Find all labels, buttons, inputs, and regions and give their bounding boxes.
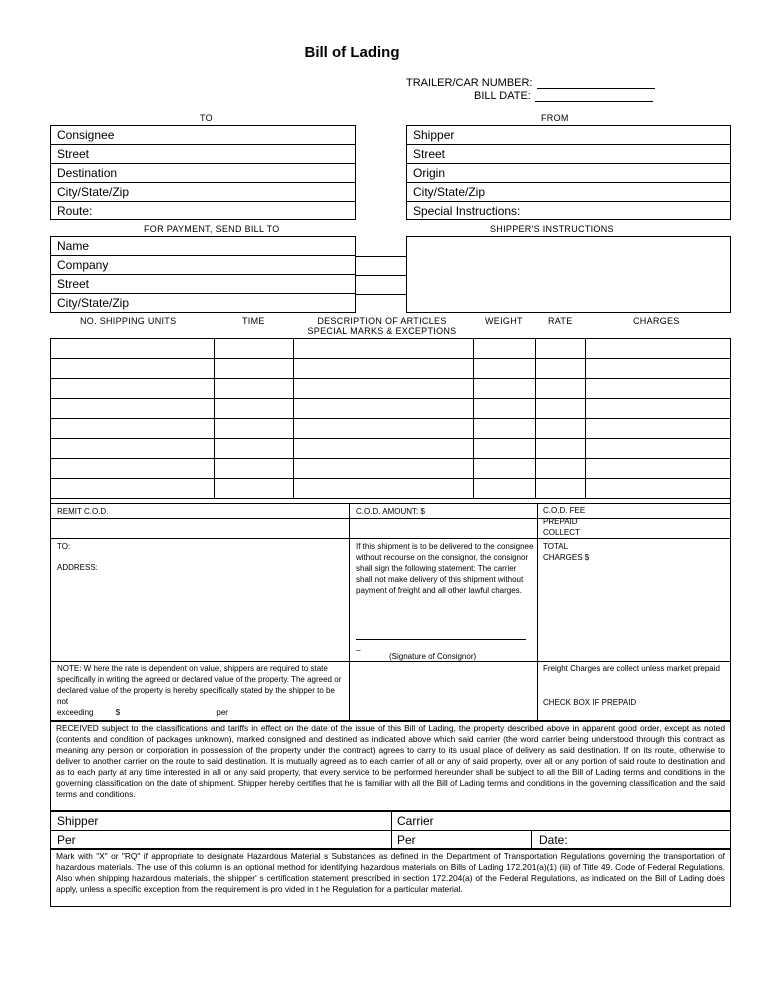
table-cell[interactable] (536, 479, 586, 499)
table-cell[interactable] (474, 339, 536, 359)
cod-address-label: ADDRESS: (57, 563, 98, 572)
cod-amount-label: C.O.D. AMOUNT: $ (356, 507, 425, 516)
special-instructions-field[interactable]: Special Instructions: (413, 204, 521, 218)
table-cell[interactable] (536, 359, 586, 379)
table-cell[interactable] (293, 339, 474, 359)
table-cell[interactable] (474, 479, 536, 499)
connector-line (356, 275, 406, 276)
bill-date-field[interactable] (535, 91, 653, 102)
total-charges-block (543, 541, 589, 563)
destination-field[interactable]: Destination (51, 164, 355, 183)
total-charges-amount: CHARGES $ (543, 553, 590, 562)
table-row (51, 339, 731, 359)
table-cell[interactable] (51, 419, 215, 439)
table-cell[interactable] (586, 399, 731, 419)
table-row (51, 399, 731, 419)
cod-fee-block (543, 505, 585, 538)
table-row (51, 419, 731, 439)
table-row (51, 479, 731, 499)
table-cell[interactable] (293, 379, 474, 399)
from-city-state-zip-field[interactable]: City/State/Zip (407, 183, 730, 202)
declared-value-note (57, 663, 347, 718)
table-cell[interactable] (474, 379, 536, 399)
table-cell[interactable] (586, 439, 731, 459)
table-cell[interactable] (536, 419, 586, 439)
table-cell[interactable] (586, 339, 731, 359)
bill-to-box (50, 236, 356, 313)
table-cell[interactable] (51, 479, 215, 499)
shipping-items-table (50, 338, 731, 519)
table-cell[interactable] (214, 359, 293, 379)
signature-dash: _ (356, 642, 361, 651)
table-cell[interactable] (293, 479, 474, 499)
exceeding-per: per (216, 708, 228, 717)
exceeding-dollar: $ (115, 708, 121, 717)
cod-section (50, 503, 731, 721)
table-cell[interactable] (586, 479, 731, 499)
table-cell[interactable] (51, 459, 215, 479)
table-cell[interactable] (586, 359, 731, 379)
freight-collect-note: Freight Charges are collect unless market prepaid (543, 664, 720, 673)
shipper-box (406, 125, 731, 220)
table-cell[interactable] (214, 379, 293, 399)
table-cell[interactable] (214, 479, 293, 499)
table-cell[interactable] (474, 439, 536, 459)
table-cell[interactable] (51, 399, 215, 419)
hazmat-notice: Mark with "X" or "RQ" if appropriate to designate Hazardous Material s Substances as defined in the Department of Transportation Regulations governing the transportation of hazardous materials. The use of this column is an optional method for identifying hazardous materials on Bills of Lading 172.201(a)(1) (iii) of Title 49. Code of Federal Regulations. Also when shipping hazardous materials, the shipper' s certification statement prescribed in section 172.204(a) of the Federal Regulations, as indicated on the Bill of Lading does apply, unless a specific exception from the requirement is pro vided in t he Regulation for a particular material. (50, 849, 731, 907)
table-cell[interactable] (51, 379, 215, 399)
bill-to-city-state-zip-field[interactable]: City/State/Zip (57, 296, 130, 310)
route-field[interactable]: Route: (57, 204, 93, 218)
table-cell[interactable] (536, 459, 586, 479)
table-cell[interactable] (586, 419, 731, 439)
table-cell[interactable] (474, 399, 536, 419)
shipper-field[interactable]: Shipper (407, 126, 730, 145)
cod-fee-collect: COLLECT (543, 528, 580, 537)
consignee-field[interactable]: Consignee (51, 126, 355, 145)
table-cell[interactable] (536, 399, 586, 419)
table-cell[interactable] (293, 459, 474, 479)
to-caption: TO (200, 113, 213, 123)
cod-to-label: TO: (57, 542, 71, 551)
table-cell[interactable] (474, 459, 536, 479)
table-cell[interactable] (214, 419, 293, 439)
col-header-description-line2: SPECIAL MARKS & EXCEPTIONS (307, 326, 457, 336)
col-header-description-line1: DESCRIPTION OF ARTICLES (317, 316, 447, 326)
consignor-signature-line[interactable] (356, 639, 526, 640)
table-cell[interactable] (293, 439, 474, 459)
connector-line (356, 294, 406, 295)
table-cell[interactable] (214, 439, 293, 459)
date-field[interactable]: Date: (539, 833, 568, 847)
cod-fee-label: C.O.D. FEE (543, 506, 586, 515)
page-title: Bill of Lading (304, 44, 400, 61)
table-cell[interactable] (293, 399, 474, 419)
table-cell[interactable] (586, 459, 731, 479)
table-cell[interactable] (51, 359, 215, 379)
trailer-number-label: TRAILER/CAR NUMBER: (406, 77, 533, 89)
table-row (51, 379, 731, 399)
payment-caption: FOR PAYMENT, SEND BILL TO (144, 224, 280, 234)
col-header-charges: CHARGES (633, 316, 680, 326)
to-city-state-zip-field[interactable]: City/State/Zip (51, 183, 355, 202)
signature-section (50, 811, 731, 849)
shipper-instructions-box[interactable] (406, 236, 731, 313)
bill-date-row (474, 90, 653, 102)
exceeding-label: exceeding (57, 708, 94, 717)
table-cell[interactable] (586, 379, 731, 399)
from-caption: FROM (541, 113, 569, 123)
bill-to-name-field[interactable]: Name (51, 237, 355, 256)
shipper-signature-field[interactable]: Shipper (57, 814, 99, 828)
table-cell[interactable] (214, 399, 293, 419)
table-cell[interactable] (474, 419, 536, 439)
table-cell[interactable] (474, 359, 536, 379)
trailer-number-field[interactable] (537, 78, 655, 89)
col-header-rate: RATE (548, 316, 573, 326)
shipper-instructions-caption: SHIPPER'S INSTRUCTIONS (490, 224, 614, 234)
connector-line (356, 256, 406, 257)
table-row (51, 359, 731, 379)
remit-cod-label: REMIT C.O.D. (57, 507, 109, 516)
shipper-per-field[interactable]: Per (57, 833, 76, 847)
table-cell[interactable] (536, 379, 586, 399)
received-terms: RECEIVED subject to the classifications and tariffs in effect on the date of the issue of this Bill of Lading, the property described above in apparent good order, except as noted (contents and condition of packages unknown), marked consigned and destined as indicated above which said carrier (the word carrier being understood through this contract as meaning any person or corporation in possession of the property under the contract) agrees to carry to its usual place of delivery as said destination. If on its route, otherwise to deliver to another carrier on the route to said destination. It is mutually agreed as to each carrier of all or any of said property, over all or any portion of said route to destination and as to each party at any time interested in all or any said property, that every service to be performed hereunder shall be subject to all the Bill of Lading terms and conditions in the governing classification on the date of shipment. Shipper hereby certifies that he is familiar with all the Bill of Lading terms and conditions in the governing classification and the said terms and conditions. (50, 721, 731, 811)
table-row (51, 459, 731, 479)
col-header-time: TIME (242, 316, 265, 326)
col-header-description (302, 316, 462, 336)
bill-date-label: BILL DATE: (474, 90, 531, 102)
carrier-signature-field[interactable]: Carrier (397, 814, 434, 828)
table-cell[interactable] (536, 339, 586, 359)
table-row (51, 439, 731, 459)
col-header-units: NO. SHIPPING UNITS (80, 316, 177, 326)
table-cell[interactable] (214, 339, 293, 359)
consignor-signature-label: (Signature of Consignor) (389, 652, 477, 661)
table-cell[interactable] (293, 419, 474, 439)
consignor-statement: If this shipment is to be delivered to the consignee without recourse on the consignor, the consignor shall sign the following statement: The carrier shall not make delivery of this shipment without payment of freight and all other lawful charges. (356, 542, 534, 595)
check-box-prepaid-label[interactable]: CHECK BOX IF PREPAID (543, 698, 637, 707)
bill-to-street-field[interactable]: Street (51, 275, 355, 294)
table-cell[interactable] (51, 439, 215, 459)
bill-to-company-field[interactable]: Company (51, 256, 355, 275)
consignee-box (50, 125, 356, 220)
carrier-per-field[interactable]: Per (397, 833, 416, 847)
trailer-number-row (406, 77, 655, 89)
col-header-weight: WEIGHT (485, 316, 523, 326)
total-charges-label: TOTAL (543, 542, 569, 551)
cod-fee-prepaid: PREPAID (543, 517, 578, 526)
to-street-field[interactable]: Street (51, 145, 355, 164)
table-cell[interactable] (214, 459, 293, 479)
table-cell[interactable] (51, 339, 215, 359)
table-cell[interactable] (536, 439, 586, 459)
from-street-field[interactable]: Street (407, 145, 730, 164)
origin-field[interactable]: Origin (407, 164, 730, 183)
table-cell[interactable] (293, 359, 474, 379)
declared-value-text: NOTE: W here the rate is dependent on value, shippers are required to state specifically in writing the agreed or declared value of the property. The agreed or declared value of the property is hereby specifically stated by the shipper to be not (57, 664, 342, 706)
